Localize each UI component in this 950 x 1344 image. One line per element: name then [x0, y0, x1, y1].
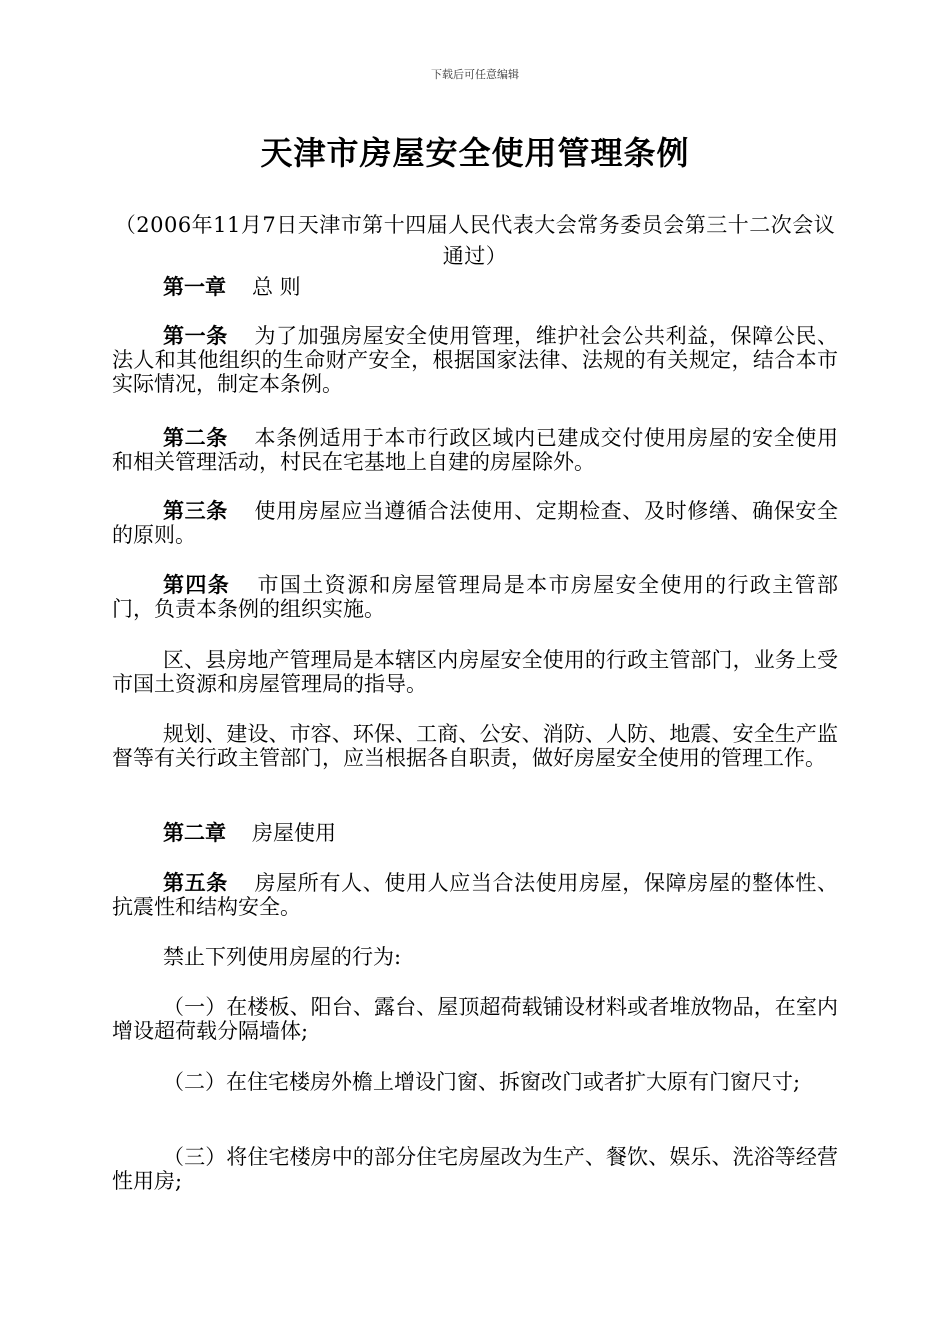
article-2: [112, 426, 838, 474]
article-5-prohibit-intro: 禁止下列使用房屋的行为:: [163, 945, 402, 969]
article-2-label: 第二条: [163, 425, 228, 450]
article-1: [112, 324, 838, 396]
article-5: [112, 871, 838, 919]
article-4-label: 第四条: [163, 572, 231, 597]
article-5-item-3: （三）将住宅楼房中的部分住宅房屋改为生产、餐饮、娱乐、洗浴等经营性用房;: [112, 1145, 838, 1193]
chapter-2-name: 房屋使用: [252, 821, 336, 845]
article-5-item-1: （一）在楼板、阳台、露台、屋顶超荷载铺设材料或者堆放物品，在室内增设超荷载分隔墙体;: [112, 995, 838, 1043]
header-note: 下载后可任意编辑: [431, 68, 519, 81]
document-subtitle: （2006年11月7日天津市第十四届人民代表大会常务委员会第三十二次会议通过）: [114, 213, 836, 268]
chapter-2-heading: [163, 821, 336, 845]
article-4: [112, 573, 838, 621]
article-1-text: 为了加强房屋安全使用管理，维护社会公共利益，保障公民、法人和其他组织的生命财产安全，根据国家法律、法规的有关规定，结合本市实际情况，制定本条例。: [112, 324, 839, 396]
article-4-paragraph-2: 区、县房地产管理局是本辖区内房屋安全使用的行政主管部门，业务上受市国土资源和房屋管理局的指导。: [112, 648, 838, 696]
article-3-text: 使用房屋应当遵循合法使用、定期检查、及时修缮、确保安全的原则。: [112, 499, 839, 547]
article-5-item-2: （二）在住宅楼房外檐上增设门窗、拆窗改门或者扩大原有门窗尺寸;: [163, 1070, 801, 1094]
document-title: 天津市房屋安全使用管理条例: [260, 134, 690, 172]
chapter-1-heading: [163, 275, 301, 299]
article-3-label: 第三条: [163, 498, 228, 523]
article-3: [112, 499, 838, 547]
chapter-1-label: 第一章: [163, 274, 226, 299]
chapter-1-name: 总 则: [252, 275, 301, 299]
article-5-text: 房屋所有人、使用人应当合法使用房屋，保障房屋的整体性、抗震性和结构安全。: [112, 871, 839, 919]
article-2-text: 本条例适用于本市行政区域内已建成交付使用房屋的安全使用和相关管理活动，村民在宅基地上自建的房屋除外。: [112, 426, 839, 474]
chapter-2-label: 第二章: [163, 820, 226, 845]
article-5-label: 第五条: [163, 870, 228, 895]
article-4-paragraph-3: 规划、建设、市容、环保、工商、公安、消防、人防、地震、安全生产监督等有关行政主管部门，应当根据各自职责，做好房屋安全使用的管理工作。: [112, 722, 838, 770]
article-1-label: 第一条: [163, 323, 228, 348]
article-4-text: 市国土资源和房屋管理局是本市房屋安全使用的行政主管部门，负责本条例的组织实施。: [112, 573, 839, 621]
